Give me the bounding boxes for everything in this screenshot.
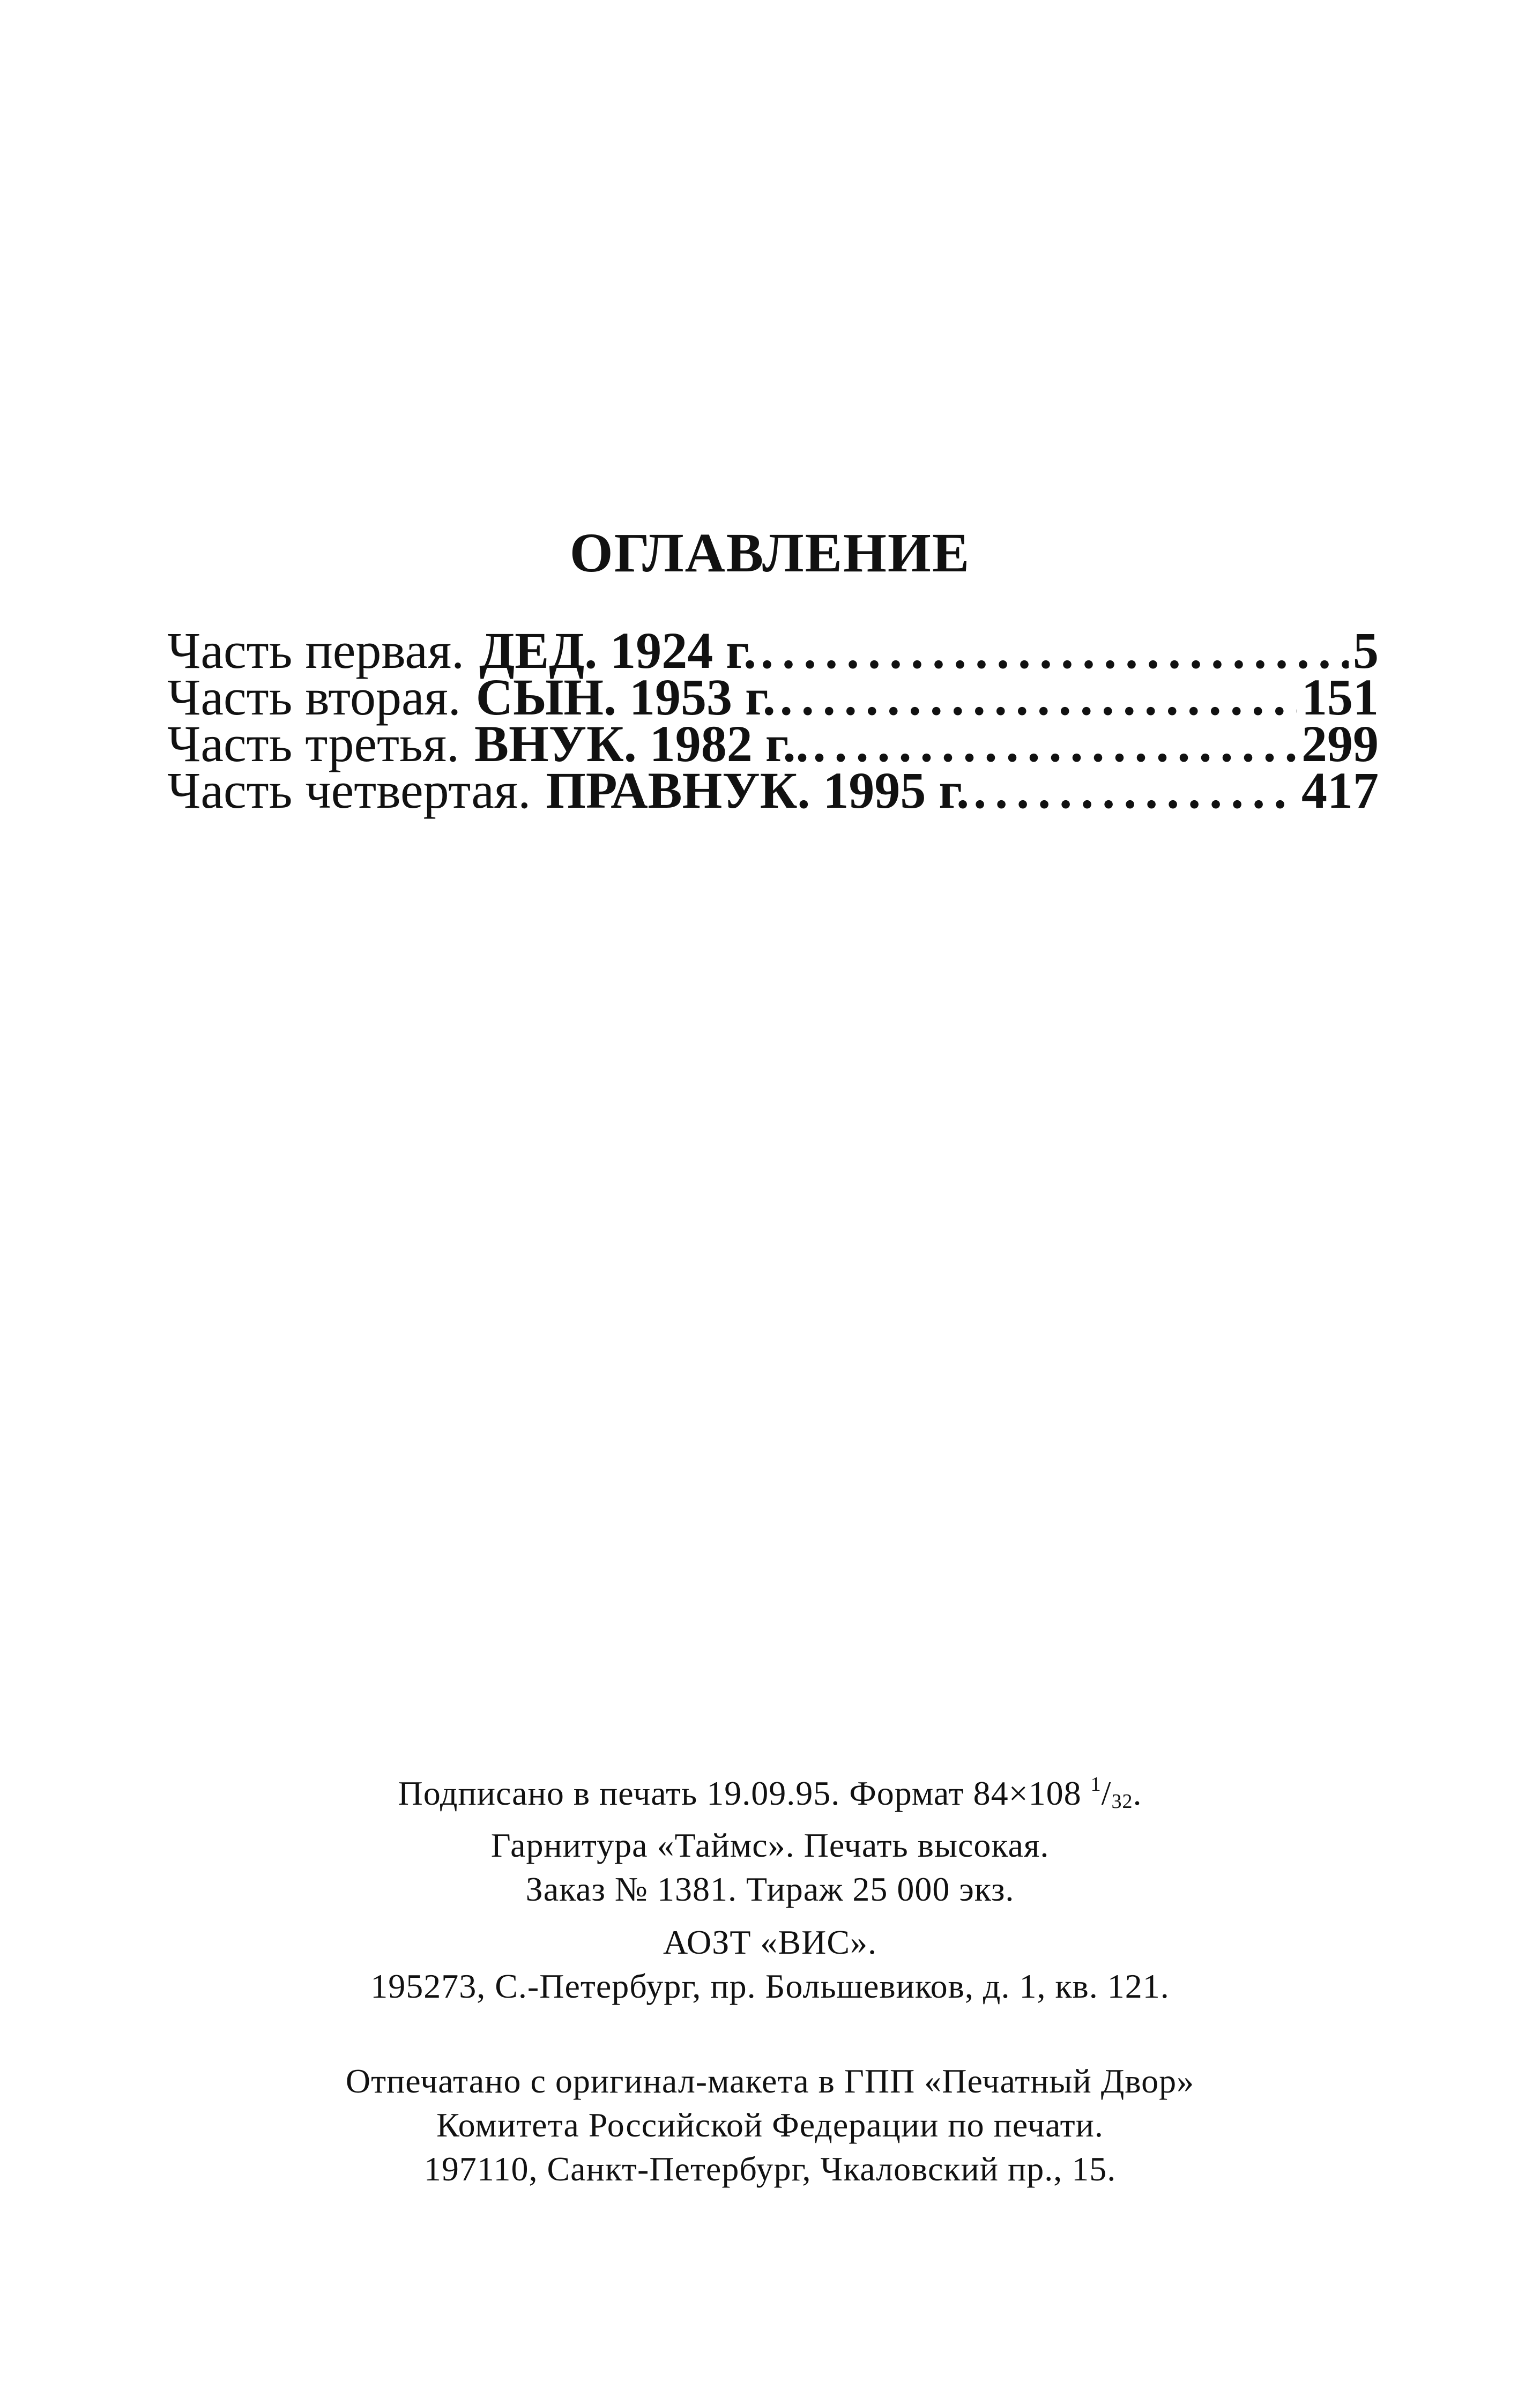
- print-format-suffix: .: [1133, 1774, 1142, 1812]
- toc-entry: [167, 715, 1379, 772]
- toc-entry-page: 299: [1301, 715, 1379, 772]
- typeface-line: Гарнитура «Таймс». Печать высокая.: [490, 1826, 1050, 1864]
- toc-entry-page: 151: [1301, 668, 1379, 726]
- format-fraction-denominator: 32: [1111, 1790, 1133, 1813]
- toc-entry-title: ПРАВНУК. 1995 г.: [546, 762, 970, 819]
- toc-entry-page: 5: [1353, 622, 1379, 679]
- toc-entry: [167, 668, 1379, 726]
- order-line: Заказ № 1381. Тираж 25 000 экз.: [525, 1870, 1015, 1908]
- toc-entry-page: 417: [1301, 762, 1379, 819]
- publisher-name: АОЗТ «ВИС».: [663, 1923, 877, 1961]
- toc-entry-title: ДЕД. 1924 г.: [479, 622, 757, 679]
- print-info-line: Подписано в печать 19.09.95. Формат 84×108 $^1/_{32}$.: [398, 1773, 1142, 1813]
- printer-address: 197110, Санкт-Петербург, Чкаловский пр., 15.: [423, 2150, 1117, 2188]
- print-info-block: [0, 1762, 1540, 1911]
- toc-entry-title: ВНУК. 1982 г..: [474, 715, 809, 772]
- print-format-text: Подписано в печать 19.09.95. Формат 84×108: [398, 1774, 1082, 1812]
- toc-list: [167, 622, 1379, 819]
- format-fraction-numerator: 1: [1090, 1773, 1102, 1796]
- toc-heading: ОГЛАВЛЕНИЕ: [569, 522, 971, 584]
- dot-leader: [973, 767, 1297, 814]
- toc-entry-title: СЫН. 1953 г.: [475, 668, 776, 726]
- toc-entry: [167, 622, 1379, 679]
- toc-entry-label: Часть четвертая.: [167, 762, 531, 819]
- printer-line: Комитета Российской Федерации по печати.: [436, 2106, 1104, 2144]
- publisher-address: 195273, С.-Петербург, пр. Большевиков, д. 1, кв. 121.: [370, 1967, 1170, 2005]
- toc-entry-label: Часть первая.: [167, 622, 465, 679]
- publisher-block: [0, 1920, 1540, 2008]
- toc-entry-label: Часть вторая.: [167, 668, 461, 726]
- toc-entry-label: Часть третья.: [167, 715, 459, 772]
- dot-leader: [780, 674, 1297, 720]
- printer-block: [0, 2059, 1540, 2191]
- toc-entry: [167, 762, 1379, 819]
- printer-line: Отпечатано с оригинал-макета в ГПП «Печатный Двор»: [345, 2062, 1195, 2100]
- dot-leader: [813, 720, 1298, 767]
- dot-leader: [761, 627, 1349, 674]
